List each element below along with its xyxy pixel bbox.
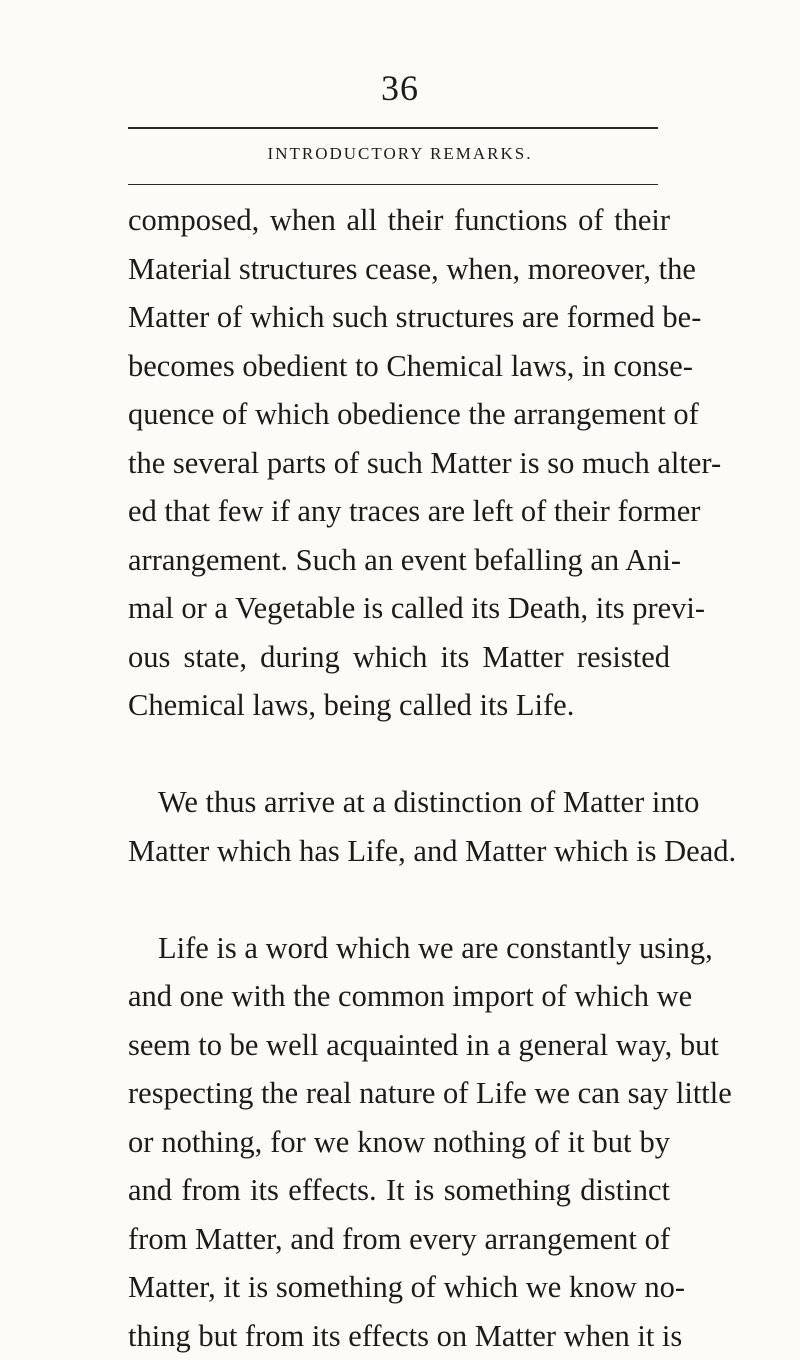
header-rule-top (128, 127, 658, 129)
text-line: becomes obedient to Chemical laws, in conse- (128, 342, 670, 391)
text-line: Matter which has Life, and Matter which is Dead. (128, 827, 670, 876)
page-number: 36 (0, 68, 800, 108)
text-line: Matter, it is something of which we know no- (128, 1263, 670, 1312)
text-line: We thus arrive at a distinction of Matter into (128, 778, 670, 827)
text-line: composed, when all their functions of their (128, 196, 670, 245)
text-line: and one with the common import of which we (128, 972, 670, 1021)
text-line: or nothing, for we know nothing of it but by (128, 1118, 670, 1167)
text-line: respecting the real nature of Life we can say little (128, 1069, 670, 1118)
text-line: seem to be well acquainted in a general way, but (128, 1021, 670, 1070)
text-line: ed that few if any traces are left of their former (128, 487, 670, 536)
text-line: arrangement. Such an event befalling an Ani- (128, 536, 670, 585)
text-line: mal or a Vegetable is called its Death, its previ- (128, 584, 670, 633)
text-line: Chemical laws, being called its Life. (128, 681, 670, 730)
text-line: ous state, during which its Matter resisted (128, 633, 670, 682)
text-line: Matter of which such structures are formed be- (128, 293, 670, 342)
text-line: quence of which obedience the arrangement of (128, 390, 670, 439)
text-line: Material structures cease, when, moreover, the (128, 245, 670, 294)
text-line: from Matter, and from every arrangement of (128, 1215, 670, 1264)
running-head: INTRODUCTORY REMARKS. (0, 143, 800, 165)
paragraph-gap (128, 730, 670, 779)
text-line: thing but from its effects on Matter when it is (128, 1312, 670, 1360)
paragraph-gap (128, 875, 670, 924)
text-line: the several parts of such Matter is so much alter- (128, 439, 670, 488)
body-text (128, 196, 670, 1360)
text-line: and from its effects. It is something distinct (128, 1166, 670, 1215)
text-line: Life is a word which we are constantly using, (128, 924, 670, 973)
header-rule-bottom (128, 184, 658, 185)
